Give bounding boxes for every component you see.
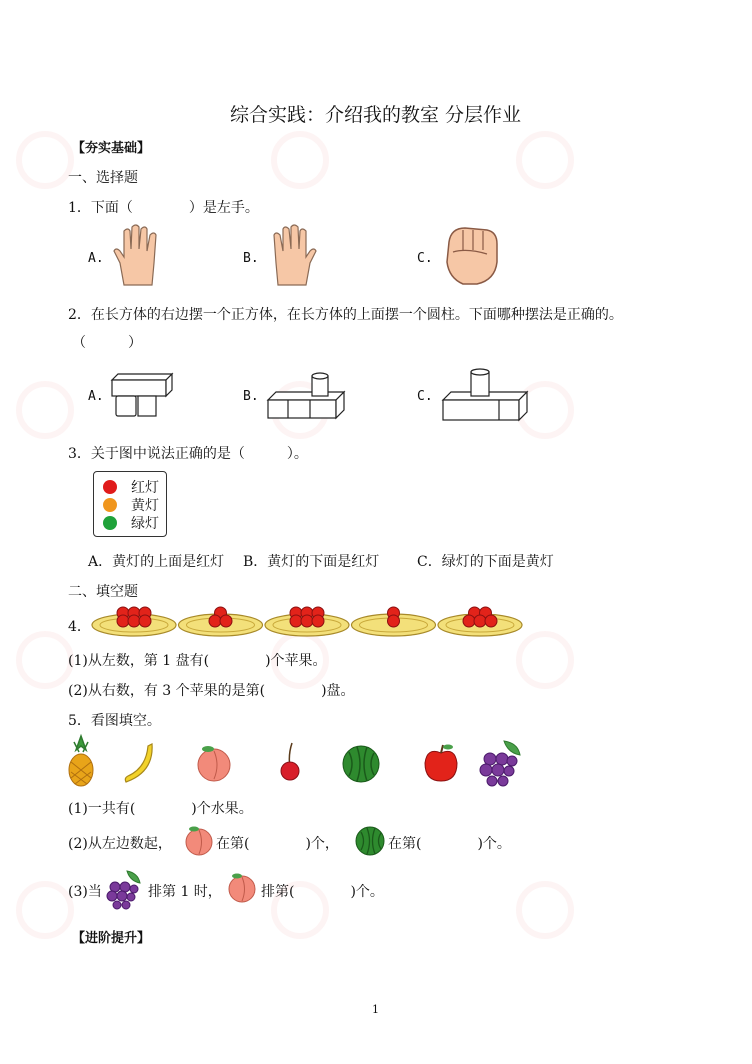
q4-sub1: (1)从左数，第 1 盘有( )个苹果。 — [68, 653, 327, 669]
grapes-icon — [478, 739, 522, 787]
peach-icon — [183, 825, 215, 857]
peach-icon — [226, 872, 258, 904]
q5-sub2-c: 在第( )个。 — [388, 836, 511, 852]
apple-icon — [128, 615, 140, 627]
apple-plate — [92, 607, 176, 636]
q5-sub2-a: (2)从左边数起， — [68, 836, 172, 852]
q1-option-b[interactable]: B. — [243, 251, 259, 266]
page-title: 综合实践：介绍我的教室 分层作业 — [230, 104, 522, 126]
q5-sub2-b: 在第( )个， — [216, 836, 339, 852]
q5-sub3-b: 排第 1 时， — [148, 884, 222, 900]
apple-plate — [179, 607, 263, 636]
hand-back-icon-b — [266, 223, 320, 289]
q5-sub1: (1)一共有( )个水果。 — [68, 801, 253, 817]
q4-label: 4． — [68, 619, 91, 635]
yellow-light-icon — [103, 498, 117, 512]
q2-text: 2．在长方体的右边摆一个正方体，在长方体的上面摆一个圆柱。下面哪种摆法是正确的。 — [68, 307, 623, 323]
apple-icon — [117, 615, 129, 627]
apple-icon — [290, 615, 302, 627]
shapes-figure-b — [266, 368, 356, 420]
apple-icon — [139, 615, 151, 627]
q2-option-b[interactable]: B. — [243, 389, 259, 404]
hand-palm-icon-a — [110, 223, 164, 289]
q5-sub3-a: (3)当 — [68, 884, 102, 900]
q4-sub2: (2)从右数，有 3 个苹果的是第( )盘。 — [68, 683, 355, 699]
light-label-green: 绿灯 — [131, 516, 159, 532]
fist-icon-c — [441, 222, 501, 288]
apple-icon — [301, 615, 313, 627]
part1-heading: 一、选择题 — [68, 170, 138, 186]
apple-icon — [463, 615, 475, 627]
q5-sub3-c: 排第( )个。 — [261, 884, 384, 900]
apple-icon — [474, 615, 486, 627]
green-light-icon — [103, 516, 117, 530]
q3-option-a[interactable]: A．黄灯的上面是红灯 — [88, 554, 225, 570]
shapes-figure-a — [110, 370, 180, 420]
apple-icon — [485, 615, 497, 627]
apple-icon — [220, 615, 232, 627]
red-light-icon — [103, 480, 117, 494]
watermelon-icon — [354, 825, 386, 857]
apple-icon — [312, 615, 324, 627]
q1-option-a[interactable]: A. — [88, 251, 104, 266]
apple-plate — [438, 607, 522, 636]
light-label-yellow: 黄灯 — [131, 498, 159, 514]
q2-option-c[interactable]: C. — [417, 389, 433, 404]
apple-plate — [352, 607, 436, 636]
apple-plates — [90, 603, 530, 643]
light-label-red: 红灯 — [131, 480, 159, 496]
watermelon-icon — [341, 744, 381, 784]
section-advanced: 【进阶提升】 — [72, 931, 151, 946]
q3-text: 3．关于图中说法正确的是（ ）。 — [68, 446, 308, 462]
banana-icon — [122, 742, 158, 786]
section-basic: 【夯实基础】 — [72, 141, 151, 156]
pineapple-icon — [66, 736, 96, 786]
q2-paren: （ ） — [72, 335, 142, 351]
cherry-icon — [276, 741, 306, 781]
shapes-figure-c — [441, 366, 541, 422]
q3-option-c[interactable]: C．绿灯的下面是黄灯 — [417, 554, 554, 570]
peach-icon — [194, 743, 234, 783]
grapes-icon — [105, 870, 141, 910]
q5-label: 5．看图填空。 — [68, 713, 161, 729]
apple-icon — [388, 615, 400, 627]
apple-icon — [421, 743, 461, 785]
q1-text: 1．下面（ ）是左手。 — [68, 200, 259, 216]
part2-heading: 二、填空题 — [68, 584, 138, 600]
q3-option-b[interactable]: B．黄灯的下面是红灯 — [243, 554, 380, 570]
q1-option-c[interactable]: C. — [417, 251, 433, 266]
apple-icon — [209, 615, 221, 627]
apple-plate — [265, 607, 349, 636]
q2-option-a[interactable]: A. — [88, 389, 104, 404]
page-number: 1 — [372, 1003, 379, 1016]
